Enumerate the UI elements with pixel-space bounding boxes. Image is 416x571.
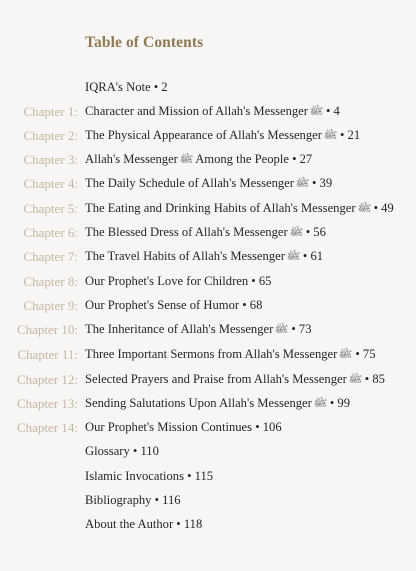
entry-text <box>85 274 271 289</box>
chapter-label: Chapter 2: <box>23 128 78 143</box>
toc-entry-chapter-6 <box>0 225 416 245</box>
salutation-icon: ﷺ <box>356 204 372 214</box>
chapter-label: Chapter 11: <box>17 347 78 362</box>
page-title: Table of Contents <box>85 34 204 51</box>
toc-entry-chapter-11 <box>0 347 416 367</box>
entry-page: Among the People • 27 <box>192 152 313 166</box>
entry-text <box>85 128 360 143</box>
chapter-label: Chapter 5: <box>23 201 78 216</box>
entry-title: Our Prophet's Mission Continues • 106 <box>85 420 282 434</box>
entry-text <box>85 104 340 119</box>
toc-entry-chapter-1 <box>0 104 416 124</box>
entry-text <box>85 372 385 387</box>
toc-entry-chapter-9 <box>0 298 416 318</box>
salutation-icon: ﷺ <box>323 131 338 141</box>
entry-title: Allah's Messenger <box>85 152 178 166</box>
toc-entry-chapter-12 <box>0 372 416 392</box>
toc-entry-chapter-13 <box>0 396 416 416</box>
entry-text: About the Author • 118 <box>85 517 203 531</box>
entry-page: • 85 <box>361 372 385 386</box>
toc-entry-bibliography <box>0 493 416 513</box>
entry-title: Three Important Sermons from Allah's Messenger <box>85 347 338 361</box>
entry-page: • 61 <box>299 249 324 263</box>
salutation-icon: ﷺ <box>274 325 289 335</box>
toc-entry-invocations <box>0 469 416 489</box>
entry-title: The Physical Appearance of Allah's Messenger <box>85 128 322 142</box>
chapter-label: Chapter 4: <box>23 176 78 191</box>
entry-text: Islamic Invocations • 115 <box>85 469 214 483</box>
entry-page: • 4 <box>322 104 340 118</box>
toc-entry-chapter-5 <box>0 201 416 221</box>
entry-text <box>85 347 376 362</box>
chapter-label: Chapter 1: <box>23 104 78 119</box>
toc-entry-chapter-10 <box>0 322 416 342</box>
entry-title: The Eating and Drinking Habits of Allah's Messenger <box>85 201 356 215</box>
entry-title: The Travel Habits of Allah's Messenger <box>85 249 285 263</box>
salutation-icon: ﷺ <box>348 375 363 385</box>
entry-text <box>85 176 332 191</box>
chapter-label: Chapter 8: <box>23 274 78 289</box>
chapter-label: Chapter 10: <box>16 322 78 337</box>
toc-entry-chapter-2 <box>0 128 416 148</box>
entry-title: The Blessed Dress of Allah's Messenger <box>85 225 288 239</box>
entry-page: • 39 <box>308 176 333 190</box>
entry-page: • 49 <box>370 201 394 215</box>
chapter-label: Chapter 12: <box>16 372 78 387</box>
entry-title: Selected Prayers and Praise from Allah's Messenger <box>85 372 347 386</box>
salutation-icon: ﷺ <box>309 107 324 117</box>
chapter-label: Chapter 13: <box>16 396 78 411</box>
entry-title: The Inheritance of Allah's Messenger <box>85 322 274 336</box>
chapter-label: Chapter 14: <box>16 420 78 435</box>
entry-text <box>85 152 312 167</box>
entry-title: The Daily Schedule of Allah's Messenger <box>85 176 294 190</box>
entry-title: Character and Mission of Allah's Messenger <box>85 104 308 118</box>
chapter-label: Chapter 9: <box>23 298 78 313</box>
salutation-icon: ﷺ <box>289 228 304 238</box>
entry-text <box>85 420 282 435</box>
entry-page: • 56 <box>302 225 326 239</box>
toc-entry-chapter-8 <box>0 274 416 294</box>
entry-page: • 99 <box>326 396 351 410</box>
salutation-icon: ﷺ <box>295 179 310 189</box>
salutation-icon: ﷺ <box>313 399 328 409</box>
entry-title: Sending Salutations Upon Allah's Messenger <box>85 396 312 410</box>
toc-entry-chapter-4 <box>0 176 416 196</box>
chapter-label: Chapter 7: <box>23 249 78 264</box>
entry-text <box>85 249 323 264</box>
entry-text <box>85 322 312 337</box>
entry-text: Glossary • 110 <box>85 444 159 458</box>
toc-entry-chapter-3 <box>0 152 416 172</box>
salutation-icon: ﷺ <box>338 350 353 360</box>
entry-title: Our Prophet's Love for Children • 65 <box>85 274 272 288</box>
entry-text <box>85 298 262 313</box>
toc-entry-about-author <box>0 517 416 537</box>
entry-title: Our Prophet's Sense of Humor • 68 <box>85 298 263 312</box>
toc-entry-chapter-7 <box>0 249 416 269</box>
entry-page: • 73 <box>288 322 312 336</box>
toc-entry-iqra-note <box>0 80 416 100</box>
toc-entry-glossary <box>0 444 416 464</box>
entry-page: • 21 <box>336 128 361 142</box>
chapter-label: Chapter 3: <box>23 152 78 167</box>
entry-text: IQRA's Note • 2 <box>85 80 168 94</box>
entry-text <box>85 225 326 240</box>
chapter-label: Chapter 6: <box>23 225 78 240</box>
entry-page: • 75 <box>352 347 376 361</box>
salutation-icon: ﷺ <box>179 155 194 165</box>
entry-text: Bibliography • 116 <box>85 493 181 507</box>
entry-text <box>85 396 350 411</box>
toc-entry-chapter-14 <box>0 420 416 440</box>
salutation-icon: ﷺ <box>286 252 301 262</box>
entry-text <box>85 201 394 216</box>
